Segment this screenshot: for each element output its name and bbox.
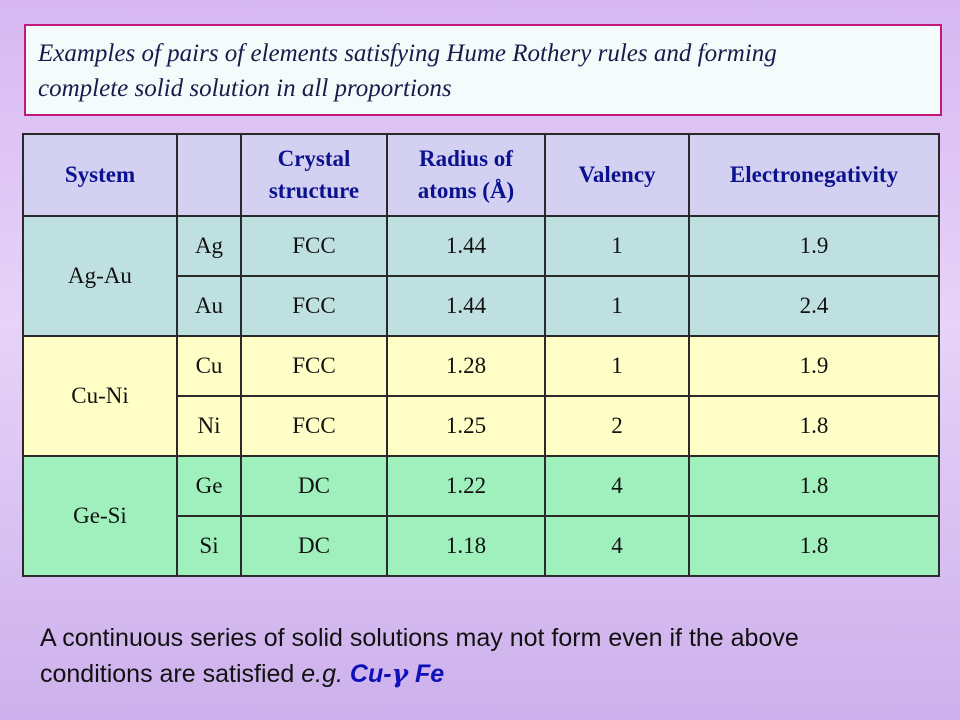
example-prefix: Cu-: [349, 660, 392, 688]
radius-cell: 1.44: [387, 216, 545, 276]
element-cell: Au: [177, 276, 241, 336]
radius-cell: 1.22: [387, 456, 545, 516]
valency-cell: 4: [545, 456, 689, 516]
electronegativity-cell: 1.8: [689, 516, 939, 576]
header-crystal-structure: [241, 134, 387, 216]
radius-cell: 1.28: [387, 336, 545, 396]
element-cell: Ni: [177, 396, 241, 456]
element-cell: Si: [177, 516, 241, 576]
electronegativity-cell: 1.8: [689, 456, 939, 516]
table-row: [23, 216, 939, 276]
crystal-cell: FCC: [241, 336, 387, 396]
table-row: [23, 456, 939, 516]
crystal-cell: FCC: [241, 276, 387, 336]
system-cell: Ge-Si: [23, 456, 177, 576]
crystal-cell: DC: [241, 456, 387, 516]
footnote-line-2: [40, 656, 940, 692]
header-system: System: [23, 134, 177, 216]
crystal-cell: FCC: [241, 216, 387, 276]
header-crystal-line2: structure: [268, 178, 360, 203]
system-cell: Ag-Au: [23, 216, 177, 336]
electronegativity-cell: 1.8: [689, 396, 939, 456]
header-crystal-line1: Crystal: [277, 146, 351, 171]
table-row: [23, 336, 939, 396]
valency-cell: 1: [545, 216, 689, 276]
radius-cell: 1.44: [387, 276, 545, 336]
element-cell: Ge: [177, 456, 241, 516]
element-cell: Cu: [177, 336, 241, 396]
valency-cell: 1: [545, 336, 689, 396]
gamma-symbol: γ: [391, 659, 409, 688]
radius-cell: 1.25: [387, 396, 545, 456]
footnote-line-1: A continuous series of solid solutions may not form even if the above: [40, 624, 799, 652]
slide-title: [24, 24, 942, 116]
valency-cell: 2: [545, 396, 689, 456]
eg-text: e.g.: [301, 660, 343, 688]
crystal-cell: DC: [241, 516, 387, 576]
header-electronegativity: Electronegativity: [689, 134, 939, 216]
valency-cell: 4: [545, 516, 689, 576]
electronegativity-cell: 1.9: [689, 216, 939, 276]
header-radius-line2: atoms (Å): [417, 178, 515, 203]
element-cell: Ag: [177, 216, 241, 276]
example-cu-gamma-fe: [350, 660, 444, 688]
crystal-cell: FCC: [241, 396, 387, 456]
footnote-text: [40, 620, 940, 692]
system-cell: Cu-Ni: [23, 336, 177, 456]
header-radius: [387, 134, 545, 216]
footnote-line2-prefix: conditions are satisfied: [40, 660, 302, 688]
hume-rothery-table: [22, 133, 940, 577]
table-header-row: [23, 134, 939, 216]
example-suffix: Fe: [408, 660, 445, 688]
title-line-1: Examples of pairs of elements satisfying Hume Rothery rules and forming: [38, 40, 777, 67]
header-valency: Valency: [545, 134, 689, 216]
title-line-2: complete solid solution in all proportions: [38, 75, 452, 102]
header-element: [177, 134, 241, 216]
electronegativity-cell: 2.4: [689, 276, 939, 336]
valency-cell: 1: [545, 276, 689, 336]
radius-cell: 1.18: [387, 516, 545, 576]
electronegativity-cell: 1.9: [689, 336, 939, 396]
header-radius-line1: Radius of: [419, 146, 513, 171]
